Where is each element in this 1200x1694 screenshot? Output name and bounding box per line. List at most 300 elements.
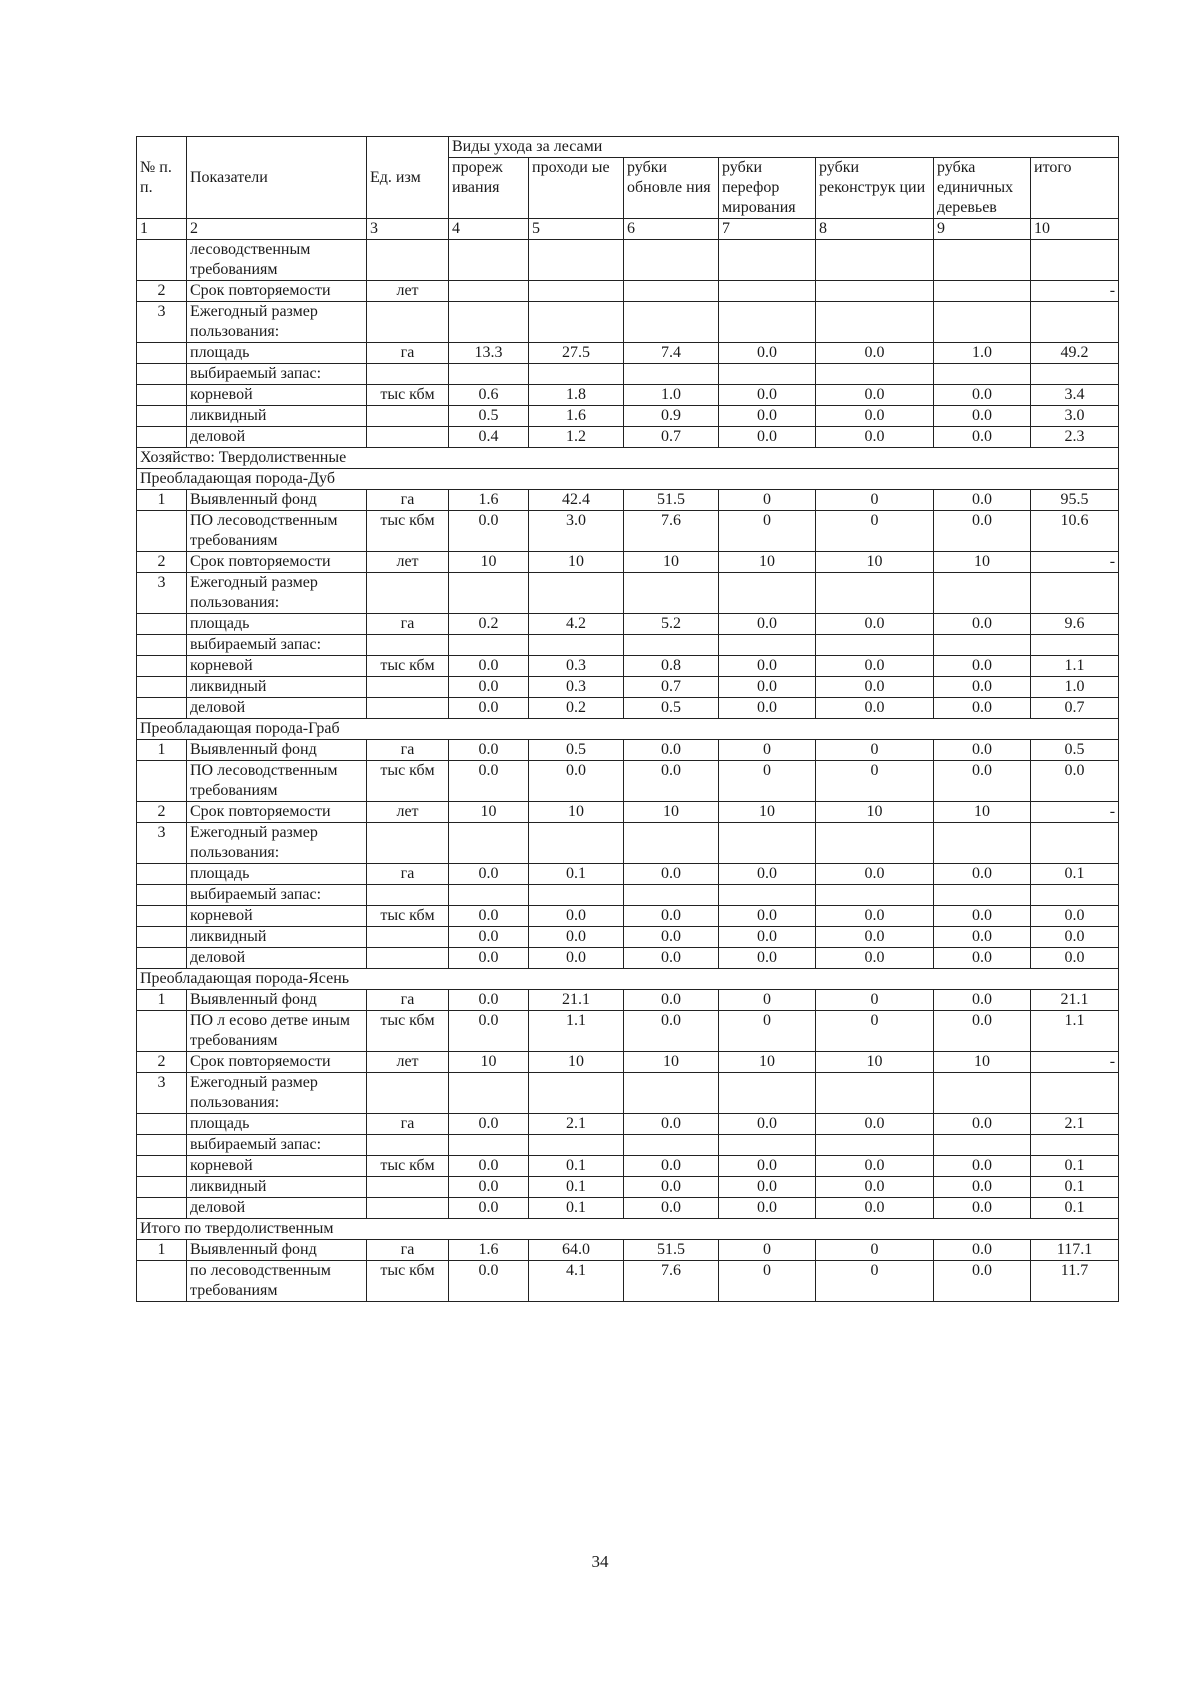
value-cell: 0.0 [449,1261,529,1302]
row-indicator: Выявленный фонд [187,740,367,761]
value-cell [816,240,934,281]
value-cell: 0.0 [449,990,529,1011]
value-cell [934,240,1031,281]
value-cell: 0.0 [934,1114,1031,1135]
row-indicator: ПО л есово детве иным требованиям [187,1011,367,1052]
table-body [137,137,1119,1302]
row-indicator: Выявленный фонд [187,990,367,1011]
row-unit [367,677,449,698]
value-cell: 0.2 [449,614,529,635]
table-row [137,927,1119,948]
value-cell: 49.2 [1031,343,1119,364]
row-indicator: ликвидный [187,677,367,698]
value-cell: 0.0 [719,864,816,885]
row-number [137,927,187,948]
value-cell: 0.1 [1031,1156,1119,1177]
value-cell: 0.0 [719,343,816,364]
value-cell: 64.0 [529,1240,624,1261]
row-indicator: площадь [187,343,367,364]
row-indicator: Ежегодный размер пользования: [187,1073,367,1114]
row-indicator: лесоводственным требованиям [187,240,367,281]
value-cell: 0.0 [816,614,934,635]
value-cell: 1.0 [624,385,719,406]
row-unit [367,302,449,343]
value-cell [449,573,529,614]
table-row [137,343,1119,364]
row-number [137,635,187,656]
value-cell: 0.1 [1031,864,1119,885]
value-cell: 0.0 [449,511,529,552]
header-col-indicator: Показатели [187,137,367,219]
row-indicator: выбираемый запас: [187,364,367,385]
value-cell: 0.0 [934,614,1031,635]
value-cell: 4.1 [529,1261,624,1302]
table-row [137,864,1119,885]
value-cell: 0.0 [719,1114,816,1135]
value-cell [816,302,934,343]
value-cell: 0.0 [934,385,1031,406]
row-number [137,656,187,677]
row-number [137,864,187,885]
value-cell [449,281,529,302]
value-cell [719,823,816,864]
row-indicator: Срок повторяемости [187,552,367,573]
value-cell: 0.0 [529,927,624,948]
row-number: 2 [137,1052,187,1073]
value-cell: 0.5 [449,406,529,427]
value-cell: 0.0 [624,1156,719,1177]
value-cell: 0.0 [449,906,529,927]
value-cell: 0.0 [934,906,1031,927]
value-cell: 0.0 [816,864,934,885]
value-cell: 1.0 [1031,677,1119,698]
value-cell [449,1135,529,1156]
value-cell [719,1073,816,1114]
value-cell: 0.4 [449,427,529,448]
value-cell [624,635,719,656]
value-cell: 10 [719,802,816,823]
row-indicator: площадь [187,864,367,885]
value-cell: 1.2 [529,427,624,448]
header-column-number: 4 [449,219,529,240]
header-type-cell: проходи ые [529,158,624,219]
value-cell: 51.5 [624,490,719,511]
row-indicator: Выявленный фонд [187,1240,367,1261]
value-cell [449,302,529,343]
value-cell: 0.0 [719,406,816,427]
table-row [137,281,1119,302]
value-cell: 0.0 [934,990,1031,1011]
row-unit: тыс кбм [367,511,449,552]
header-type-cell: рубки реконструк ции [816,158,934,219]
value-cell [1031,885,1119,906]
header-row-group [137,137,1119,158]
value-cell: 0.0 [449,1177,529,1198]
table-row [137,1114,1119,1135]
value-cell: 1.6 [449,490,529,511]
value-cell: 0.0 [529,948,624,969]
row-indicator: Срок повторяемости [187,1052,367,1073]
table-row [137,885,1119,906]
header-column-number: 8 [816,219,934,240]
value-cell: 0.0 [529,761,624,802]
value-cell: 0.0 [624,1114,719,1135]
value-cell: 1.8 [529,385,624,406]
value-cell: 0.0 [934,427,1031,448]
value-cell: 9.6 [1031,614,1119,635]
value-cell: 0.0 [934,656,1031,677]
value-cell [934,1073,1031,1114]
table-row [137,406,1119,427]
value-cell: 10 [449,552,529,573]
value-cell: 0.0 [624,1011,719,1052]
value-cell: 0.0 [1031,927,1119,948]
section-title: Хозяйство: Твердолиственные [137,448,1119,469]
value-cell: 1.6 [449,1240,529,1261]
table-row [137,802,1119,823]
page-number: 34 [591,1552,609,1571]
section-row [137,469,1119,490]
value-cell: - [1031,802,1119,823]
table-row [137,656,1119,677]
value-cell: 0.6 [449,385,529,406]
table-row [137,906,1119,927]
value-cell [624,281,719,302]
row-unit [367,1177,449,1198]
value-cell [934,1135,1031,1156]
value-cell: 0.0 [449,1156,529,1177]
value-cell: 0 [816,1261,934,1302]
header-type-cell: прореж ивания [449,158,529,219]
value-cell: 7.6 [624,1261,719,1302]
value-cell [719,885,816,906]
table-row [137,1135,1119,1156]
row-number [137,1011,187,1052]
table-row [137,490,1119,511]
value-cell: 2.1 [1031,1114,1119,1135]
value-cell [719,573,816,614]
value-cell [1031,1073,1119,1114]
value-cell [529,573,624,614]
row-number [137,1198,187,1219]
row-indicator: Ежегодный размер пользования: [187,573,367,614]
row-indicator: корневой [187,1156,367,1177]
value-cell: 0.0 [624,948,719,969]
row-number: 3 [137,823,187,864]
value-cell [816,1073,934,1114]
value-cell: 0.0 [816,1177,934,1198]
value-cell: 0.1 [529,1156,624,1177]
value-cell: 0.0 [934,677,1031,698]
header-column-number: 7 [719,219,816,240]
row-indicator: выбираемый запас: [187,885,367,906]
value-cell [449,885,529,906]
row-number: 1 [137,1240,187,1261]
value-cell: 0.0 [449,927,529,948]
row-unit: лет [367,281,449,302]
value-cell: 0.0 [934,698,1031,719]
value-cell [719,302,816,343]
row-indicator: корневой [187,906,367,927]
row-unit [367,1198,449,1219]
value-cell: 0.0 [1031,906,1119,927]
header-row-numbers [137,219,1119,240]
value-cell: 7.6 [624,511,719,552]
row-unit [367,823,449,864]
value-cell: 0.0 [624,906,719,927]
value-cell: 0.0 [719,385,816,406]
row-unit: лет [367,1052,449,1073]
row-number: 2 [137,802,187,823]
table-row [137,614,1119,635]
row-indicator: Выявленный фонд [187,490,367,511]
table-row [137,427,1119,448]
value-cell: 10.6 [1031,511,1119,552]
value-cell [816,635,934,656]
table-row [137,990,1119,1011]
value-cell [719,240,816,281]
value-cell [816,573,934,614]
value-cell: 0.0 [816,406,934,427]
row-number [137,343,187,364]
table-row [137,823,1119,864]
value-cell: 0.0 [934,864,1031,885]
value-cell [1031,573,1119,614]
value-cell [719,635,816,656]
row-number: 2 [137,552,187,573]
row-unit [367,406,449,427]
value-cell [624,823,719,864]
row-number [137,1156,187,1177]
value-cell: 0.0 [816,948,934,969]
row-indicator: выбираемый запас: [187,635,367,656]
value-cell: 0.0 [449,761,529,802]
value-cell: 0.0 [449,1198,529,1219]
value-cell: 0 [816,1240,934,1261]
value-cell: 0.0 [719,677,816,698]
row-unit [367,1135,449,1156]
header-column-number: 9 [934,219,1031,240]
table-row [137,552,1119,573]
value-cell: 0.1 [529,1198,624,1219]
value-cell: 10 [624,1052,719,1073]
value-cell: 0.0 [934,511,1031,552]
value-cell: 0.0 [934,490,1031,511]
row-number: 3 [137,302,187,343]
row-unit [367,927,449,948]
value-cell [719,1135,816,1156]
row-number [137,885,187,906]
header-column-number: 10 [1031,219,1119,240]
header-type-cell: итого [1031,158,1119,219]
value-cell: 0.0 [816,1156,934,1177]
value-cell: 10 [816,552,934,573]
row-indicator: площадь [187,614,367,635]
value-cell: 3.0 [1031,406,1119,427]
row-number [137,698,187,719]
table-row [137,677,1119,698]
row-indicator: корневой [187,385,367,406]
table-row [137,1073,1119,1114]
value-cell: 0.0 [934,1261,1031,1302]
row-indicator: площадь [187,1114,367,1135]
row-unit [367,635,449,656]
value-cell: 0.3 [529,677,624,698]
header-type-cell: рубка единичных деревьев [934,158,1031,219]
document-sheet [136,136,1118,1302]
value-cell: 0.1 [1031,1177,1119,1198]
row-indicator: Срок повторяемости [187,802,367,823]
forest-care-table [136,136,1119,1302]
value-cell [1031,823,1119,864]
row-unit: га [367,614,449,635]
value-cell: 0 [719,761,816,802]
row-number [137,240,187,281]
value-cell: 0.0 [816,385,934,406]
value-cell: 0.0 [1031,761,1119,802]
table-row [137,573,1119,614]
value-cell [934,364,1031,385]
value-cell [529,885,624,906]
value-cell: 0.0 [719,927,816,948]
row-unit [367,948,449,969]
value-cell: 0 [719,1261,816,1302]
value-cell: 42.4 [529,490,624,511]
value-cell [529,823,624,864]
value-cell: 21.1 [1031,990,1119,1011]
row-number: 3 [137,573,187,614]
row-unit: лет [367,552,449,573]
value-cell: 4.2 [529,614,624,635]
value-cell: 0.5 [529,740,624,761]
value-cell: 0 [719,740,816,761]
value-cell: 10 [934,1052,1031,1073]
value-cell: 0.0 [719,614,816,635]
row-unit: тыс кбм [367,1156,449,1177]
row-number [137,948,187,969]
value-cell: 0.0 [719,698,816,719]
section-title: Преобладающая порода-Дуб [137,469,1119,490]
value-cell: 0.0 [449,1011,529,1052]
value-cell: 10 [816,1052,934,1073]
value-cell: 0.0 [449,1114,529,1135]
table-row [137,740,1119,761]
value-cell: 0.0 [449,656,529,677]
value-cell: 0.0 [816,677,934,698]
value-cell [1031,1135,1119,1156]
value-cell [449,1073,529,1114]
value-cell: 0.0 [934,948,1031,969]
value-cell [529,302,624,343]
value-cell: 10 [719,1052,816,1073]
row-number [137,385,187,406]
row-unit [367,240,449,281]
row-number: 1 [137,490,187,511]
value-cell [529,1073,624,1114]
value-cell: 3.0 [529,511,624,552]
value-cell: 10 [934,802,1031,823]
table-row [137,1177,1119,1198]
value-cell: 0.0 [719,427,816,448]
row-number [137,1177,187,1198]
value-cell [529,1135,624,1156]
value-cell [934,573,1031,614]
value-cell [1031,240,1119,281]
row-unit: тыс кбм [367,761,449,802]
section-title: Преобладающая порода-Ясень [137,969,1119,990]
row-indicator: Срок повторяемости [187,281,367,302]
row-unit: тыс кбм [367,906,449,927]
value-cell: 0.0 [449,864,529,885]
header-column-number: 2 [187,219,367,240]
value-cell [816,885,934,906]
value-cell: 10 [529,552,624,573]
row-number [137,761,187,802]
value-cell [1031,302,1119,343]
row-indicator: выбираемый запас: [187,1135,367,1156]
value-cell: 0.1 [529,864,624,885]
table-row [137,364,1119,385]
header-type-cell: рубки перефор мирования [719,158,816,219]
row-indicator: корневой [187,656,367,677]
value-cell: 0 [719,490,816,511]
row-unit: га [367,740,449,761]
row-number [137,906,187,927]
row-unit: тыс кбм [367,1011,449,1052]
table-row [137,1240,1119,1261]
table-row [137,761,1119,802]
value-cell: 1.0 [934,343,1031,364]
section-row [137,1219,1119,1240]
value-cell [624,364,719,385]
value-cell: 0.0 [624,1177,719,1198]
value-cell: 0.0 [624,1198,719,1219]
value-cell: 0.0 [719,948,816,969]
value-cell [816,1135,934,1156]
row-number: 2 [137,281,187,302]
header-group-title: Виды ухода за лесами [449,137,1119,158]
value-cell: 0.0 [719,656,816,677]
value-cell: 0.0 [934,1011,1031,1052]
value-cell [816,281,934,302]
row-unit: га [367,343,449,364]
section-row [137,969,1119,990]
table-row [137,1261,1119,1302]
value-cell: 21.1 [529,990,624,1011]
header-column-number: 1 [137,219,187,240]
value-cell [624,302,719,343]
row-indicator: ПО лесоводственным требованиям [187,761,367,802]
value-cell: 0 [719,1240,816,1261]
value-cell: 0.0 [934,740,1031,761]
value-cell: 0.0 [816,927,934,948]
row-number [137,511,187,552]
value-cell [529,364,624,385]
value-cell: 0 [816,490,934,511]
row-number [137,406,187,427]
row-indicator: ПО лесоводственным требованиям [187,511,367,552]
value-cell [449,364,529,385]
value-cell [934,635,1031,656]
value-cell: 0.0 [624,990,719,1011]
value-cell: 0.0 [624,740,719,761]
value-cell: 0.0 [816,1198,934,1219]
value-cell [719,364,816,385]
section-row [137,448,1119,469]
row-unit [367,573,449,614]
row-number [137,677,187,698]
value-cell [529,635,624,656]
